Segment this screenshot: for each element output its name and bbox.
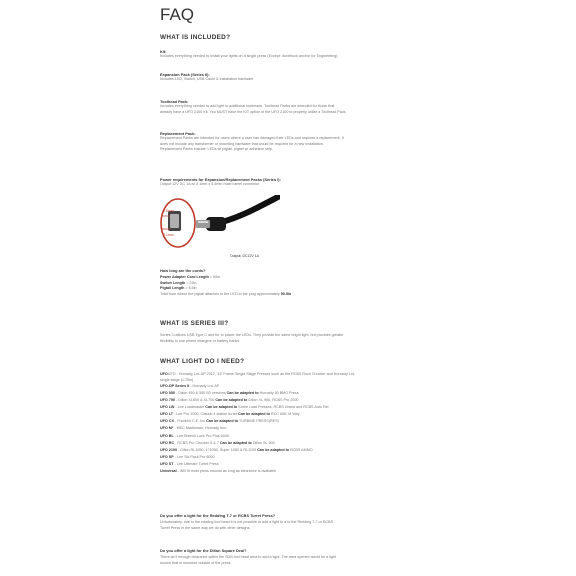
cord-total-prefix: Total from where the pigtail attaches to the LED to the plug approximately (160, 291, 281, 296)
qa-2 (160, 548, 418, 566)
light-model-name: UFO 750 (160, 398, 175, 403)
expansion-text: Includes LED, Switch, USB Cable & installation hardware (160, 77, 254, 81)
light-model-name: UFO M* (160, 426, 174, 431)
toolhead-block (160, 99, 418, 115)
light-model-adapt: Hornady 50 BMG Press (258, 391, 299, 396)
light-model-row (160, 461, 418, 468)
light-model-desc: - Lee Breech Lock Pro Plus 6000 (173, 433, 229, 438)
light-model-note: Can be adapted to (226, 391, 259, 396)
light-model-name: UFO CX (160, 419, 174, 424)
series3-text-line: Series 3 utilizes USB Type C and for to power the LEDs. They provide the same bright light, but provides greater (160, 333, 344, 337)
light-model-desc: - Lee Loadmaster (174, 405, 206, 410)
light-model-adapt: TURBINE PRESS(RES) (238, 419, 279, 424)
kit-block (160, 49, 418, 60)
series3-text-line: flexibility to use phone chargers or battery banks. (160, 338, 241, 343)
light-model-name: UFO RC (160, 440, 175, 445)
light-model-row (160, 397, 418, 404)
light-model-adapt: Some Load Presses, RCBS Grand and RCBS Auto Rel (237, 405, 329, 410)
light-model-row (160, 468, 418, 475)
expansion-label: Expansion Pack (Series II): (160, 72, 210, 77)
photo-label-output: Output: DC12V 1A (230, 254, 259, 258)
cord-value: = 22in (185, 280, 197, 285)
light-list (160, 383, 418, 475)
light-model-name: UFO SP (160, 454, 174, 459)
toolhead-label: Toolhead Pack: (160, 99, 189, 104)
photo-label-outer: 5.5mm (163, 209, 174, 213)
light-model-row (160, 454, 418, 461)
cord-label: Pigtail Length (160, 286, 185, 291)
light-model-name: Universal (160, 468, 177, 473)
cord-total (160, 292, 418, 298)
replacement-text-line: Replacement Packs include: LEDs w/ pigtail, pigtail w/ adhesive strip. (160, 147, 274, 152)
light-model-row (160, 425, 418, 432)
light-model-name: UFO ST (160, 461, 174, 466)
page-title: FAQ (160, 5, 195, 24)
light-model-name: UFO LW (160, 405, 175, 410)
cord-label: Power Adapter Cord Length (160, 275, 209, 279)
qa-1 (160, 513, 418, 531)
light-model-row (160, 383, 418, 390)
light-intro-line: UFOUFO - Hornady LnL AP 2012, '15' Frame Single Stage Presses such as the RCBS Rock Chucker and Hornady LnL (160, 372, 355, 376)
kit-label: Kit: (160, 49, 167, 54)
light-model-adapt: Dillon SL 900 (251, 440, 275, 445)
light-model-note: Can be adapted to (206, 419, 239, 424)
cord-value: = 60in (208, 275, 221, 279)
light-model-adapt: RCC 600, M Way (270, 412, 300, 417)
replacement-label: Replacement Pack: (160, 131, 196, 136)
light-model-row (160, 447, 418, 454)
toolhead-text-line: already have a UFO 2100 Kit. You MUST have the KIT option of the UFO 2100 to properly utilize a Toolhead Pack. (160, 109, 347, 114)
light-model-note: Can be adapted to (219, 440, 252, 445)
light-model-name: UFO-DP Series II (160, 384, 190, 389)
light-model-row (160, 433, 418, 440)
light-model-desc: - MEC Marksman, Hornady Iron (173, 426, 227, 431)
light-model-row (160, 440, 418, 447)
cord-label: Switch Length (160, 280, 186, 285)
light-model-adapt: Dillon XL 900, RCBS Pro 2000 (247, 398, 299, 403)
cord-value: = 8.5in (184, 286, 197, 291)
cords-block (160, 268, 418, 297)
light-model-name: UFO 550 (160, 391, 175, 396)
series3-heading: WHAT IS SERIES III? (160, 320, 229, 327)
qa-answer-line: Turret Press in the same way we do with other designs. (160, 525, 251, 530)
light-model-desc: - Dillon 450 & 550 B3 versions (174, 391, 227, 396)
replacement-block (160, 131, 418, 153)
power-label: Power requirements for Expansion/Replacement Packs (Series I): (160, 177, 281, 182)
light-model-desc: - Frankfor C.E. Inc (173, 419, 207, 424)
barrel-connector-photo (160, 195, 280, 263)
light-model-desc: - Lee Six Pack Pro 6000 (173, 454, 215, 459)
qa-question: Do you offer a light for the Redding T-7 or RCBS Turret Press? (160, 513, 276, 518)
faq-content (160, 0, 418, 565)
light-model-desc: - RCBS Pro Chucker 5 & 7 (174, 440, 220, 445)
qa-answer-line: There isn't enough clearance within the SDB tool head area to add a light. The area opened would be a light (160, 555, 337, 559)
replacement-text-line: Replacement Packs are intended for users where a user has damaged their LEDs and requires a replacement. It (160, 136, 344, 140)
light-model-desc: - Will fit most press mounts as long as clearance is available (176, 468, 277, 473)
light-model-desc: - Lee Ultimate Turret Press (173, 461, 219, 466)
light-model-note: Can be adapted to (205, 405, 238, 410)
included-heading: WHAT IS INCLUDED? (160, 34, 231, 41)
light-model-row (160, 411, 418, 418)
power-text: Output 12V DC 1A w/ 2.1mm x 5.5mm male barrel connector (160, 182, 260, 186)
photo-label-inner: 2.1mm (163, 233, 174, 237)
power-block (160, 177, 418, 188)
light-model-row (160, 404, 418, 411)
light-model-name: UFO LT (160, 412, 174, 417)
light-model-desc: - Lee Pro 1000, Classic 4 station turret (173, 412, 239, 417)
light-model-note: Can be adapted to (215, 398, 248, 403)
qa-answer-line: source that is mounted outside of the press. (160, 560, 232, 565)
replacement-text-line: does not include any transformer or mounting hardware that would be required for a new installation. (160, 141, 324, 146)
expansion-block (160, 72, 418, 83)
cord-total-value: 90.5in (280, 291, 292, 296)
light-model-name: UFO BL (160, 433, 174, 438)
qa-answer-line: Unfortunately, due to the rotating tool head it is not possible to add a light to a to the Redding T-7 or RCBS (160, 520, 334, 524)
light-model-note: Can be adapted to (238, 412, 270, 417)
light-model-row (160, 390, 418, 397)
kit-text: Includes everything needed to install your lights on a single press (Except: dovetruck anchor for Engineering) (160, 54, 338, 58)
light-section (160, 357, 418, 475)
light-model-adapt: RCBS AMMO (289, 447, 313, 452)
light-heading: WHAT LIGHT DO I NEED? (160, 358, 245, 365)
series3-section (160, 319, 418, 344)
light-model-desc: - Hornady LnL AP (189, 384, 220, 389)
cords-heading: How long are the cords? (160, 268, 206, 273)
light-model-name: UFO 2100 (160, 447, 178, 452)
qa-question: Do you offer a light for the Dillon Square Deal? (160, 548, 247, 553)
light-model-desc: - Dillon RL1050, 1?1050, Super 1050 & RL1100 (177, 447, 258, 452)
light-model-desc: - Dillon XL650 & XL750 (174, 398, 216, 403)
light-model-note: Can be adapted to (257, 447, 290, 452)
light-intro-line: single stage (1.75in) (160, 377, 194, 382)
light-model-row (160, 418, 418, 425)
included-section (160, 33, 418, 42)
toolhead-text-line: Includes everything needed to add light to additional toolheads. Toolhead Packs are intended for those that (160, 104, 335, 108)
